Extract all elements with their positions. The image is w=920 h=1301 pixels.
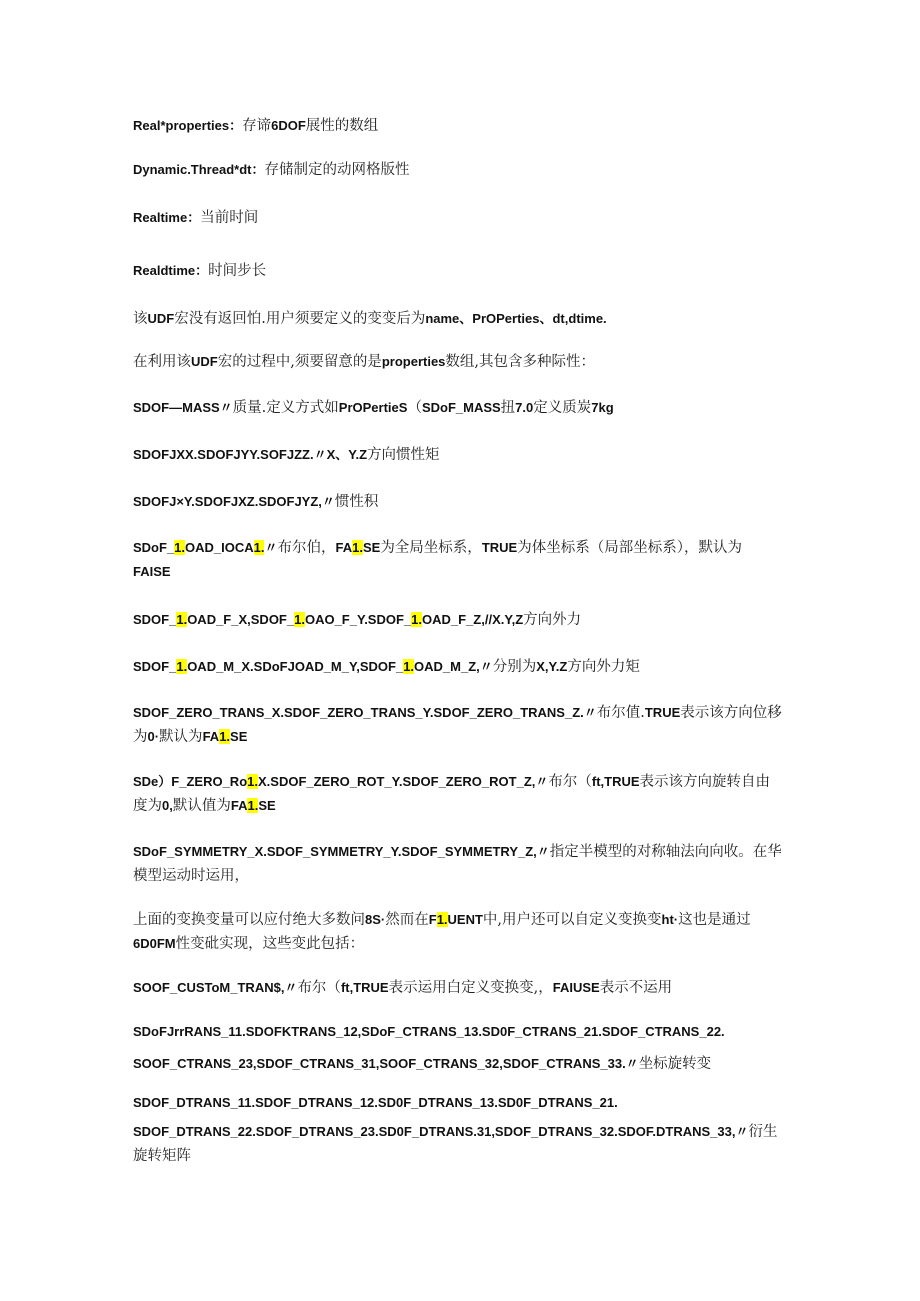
paragraph-load-moment: SDOF_1.OAD_M_X.SDoFJOAD_M_Y,SDOF_1.OAD_M_Z,〃分别为X,Y.Z方向外力矩	[133, 659, 640, 675]
paragraph-load-force: SDOF_1.OAD_F_X,SDOF_1.OAO_F_Y.SDOF_1.OAD_F_Z,//X.Y,Z方向外力	[133, 612, 582, 628]
paragraph-zero-trans: SDOF_ZERO_TRANS_X.SDOF_ZERO_TRANS_Y.SDOF_ZERO_TRANS_Z.〃布尔值.TRUE表示该方向位移为0·默认为FA1.SE	[133, 705, 782, 745]
highlight-mark: 1.	[411, 612, 422, 627]
paragraph-ctrans-line2: SOOF_CTRANS_23,SDOF_CTRANS_31,SOOF_CTRANS_32,SDOF_CTRANS_33.〃坐标旋转变	[133, 1056, 712, 1072]
highlight-mark: 1.	[219, 729, 231, 744]
paragraph-zero-rot: SDe）F_ZERO_Ro1.X.SDOF_ZERO_ROT_Y.SDOF_ZERO_ROT_Z,〃布尔（ft,TRUE表示该方向旋转自由度为0,默认值为FA1.SE	[133, 774, 771, 814]
highlight-mark: 1.	[352, 540, 363, 555]
paragraph-symmetry: SDoF_SYMMETRY_X.SDOF_SYMMETRY_Y.SDOF_SYMMETRY_Z,〃指定半模型的对称轴法向向收。在华模型运动时运用，	[133, 844, 782, 884]
highlight-mark: 1.	[174, 540, 186, 555]
paragraph-custom-trans: SOOF_CUSToM_TRAN$,〃布尔（ft,TRUE表示运用白定义变换变,，FAIUSE表示不运用	[133, 980, 673, 996]
highlight-mark: 1.	[294, 612, 305, 627]
paragraph-dtrans-line1: SDOF_DTRANS_11.SDOF_DTRANS_12.SD0F_DTRANS_13.SD0F_DTRANS_21.	[133, 1095, 618, 1110]
paragraph-custom-intro: 上面的变换变量可以应付绝大多数问8S·然而在F1.UENT中,用户还可以自定义变换变ht·这也是通过6D0FM性变砒实现，这些变此包括：	[133, 912, 751, 952]
paragraph-mass: SDOF—MASS〃质量.定义方式如PrOPertieS（SDoF_MASS扭7.0定义质炭7kg	[133, 400, 614, 416]
paragraph-dtime: Realdtime：时间步长	[133, 263, 267, 279]
paragraph-load-local: SDoF_1.OAD_IOCA1.〃布尔伯，FA1.SE为全局坐标系，TRUE为体坐标系（局部坐标系），默认为 FAISE	[133, 540, 742, 579]
paragraph-dtrans-line2: SDOF_DTRANS_22.SDOF_DTRANS_23.SD0F_DTRANS.31,SDOF_DTRANS_32.SDOF.DTRANS_33,〃衍生旋转矩阵	[133, 1124, 778, 1164]
paragraph-return: 该UDF宏没有返回怕.用户须要定义的变变后为name、PrOPerties、dt,dtime.	[133, 311, 607, 327]
highlight-mark: 1.	[436, 912, 448, 927]
paragraph-inertia-moment: SDOFJXX.SDOFJYY.SOFJZZ.〃X、Y.Z方向惯性矩	[133, 447, 440, 463]
highlight-mark: 1.	[247, 774, 258, 789]
highlight-mark: 1.	[247, 798, 259, 813]
highlight-mark: 1.	[176, 612, 188, 627]
paragraph-dt: Dynamic.Thread*dt：存储制定的动网格版性	[133, 162, 410, 178]
paragraph-properties: Real*properties：存谛6DOF展性的数组	[133, 118, 379, 134]
paragraph-time: Realtime：当前时间	[133, 210, 259, 226]
paragraph-inertia-product: SDOFJ×Y.SDOFJXZ.SDOFJYZ,〃惯性积	[133, 494, 379, 510]
highlight-mark: 1.	[176, 659, 188, 674]
highlight-mark: 1.	[253, 540, 265, 555]
paragraph-usage: 在利用该UDF宏的过程中,须要留意的是properties数组,其包含多种际性：	[133, 354, 596, 370]
paragraph-ctrans-line1: SDoFJrrRANS_11.SDOFKTRANS_12,SDoF_CTRANS_13.SD0F_CTRANS_21.SDOF_CTRANS_22.	[133, 1024, 725, 1039]
highlight-mark: 1.	[403, 659, 415, 674]
